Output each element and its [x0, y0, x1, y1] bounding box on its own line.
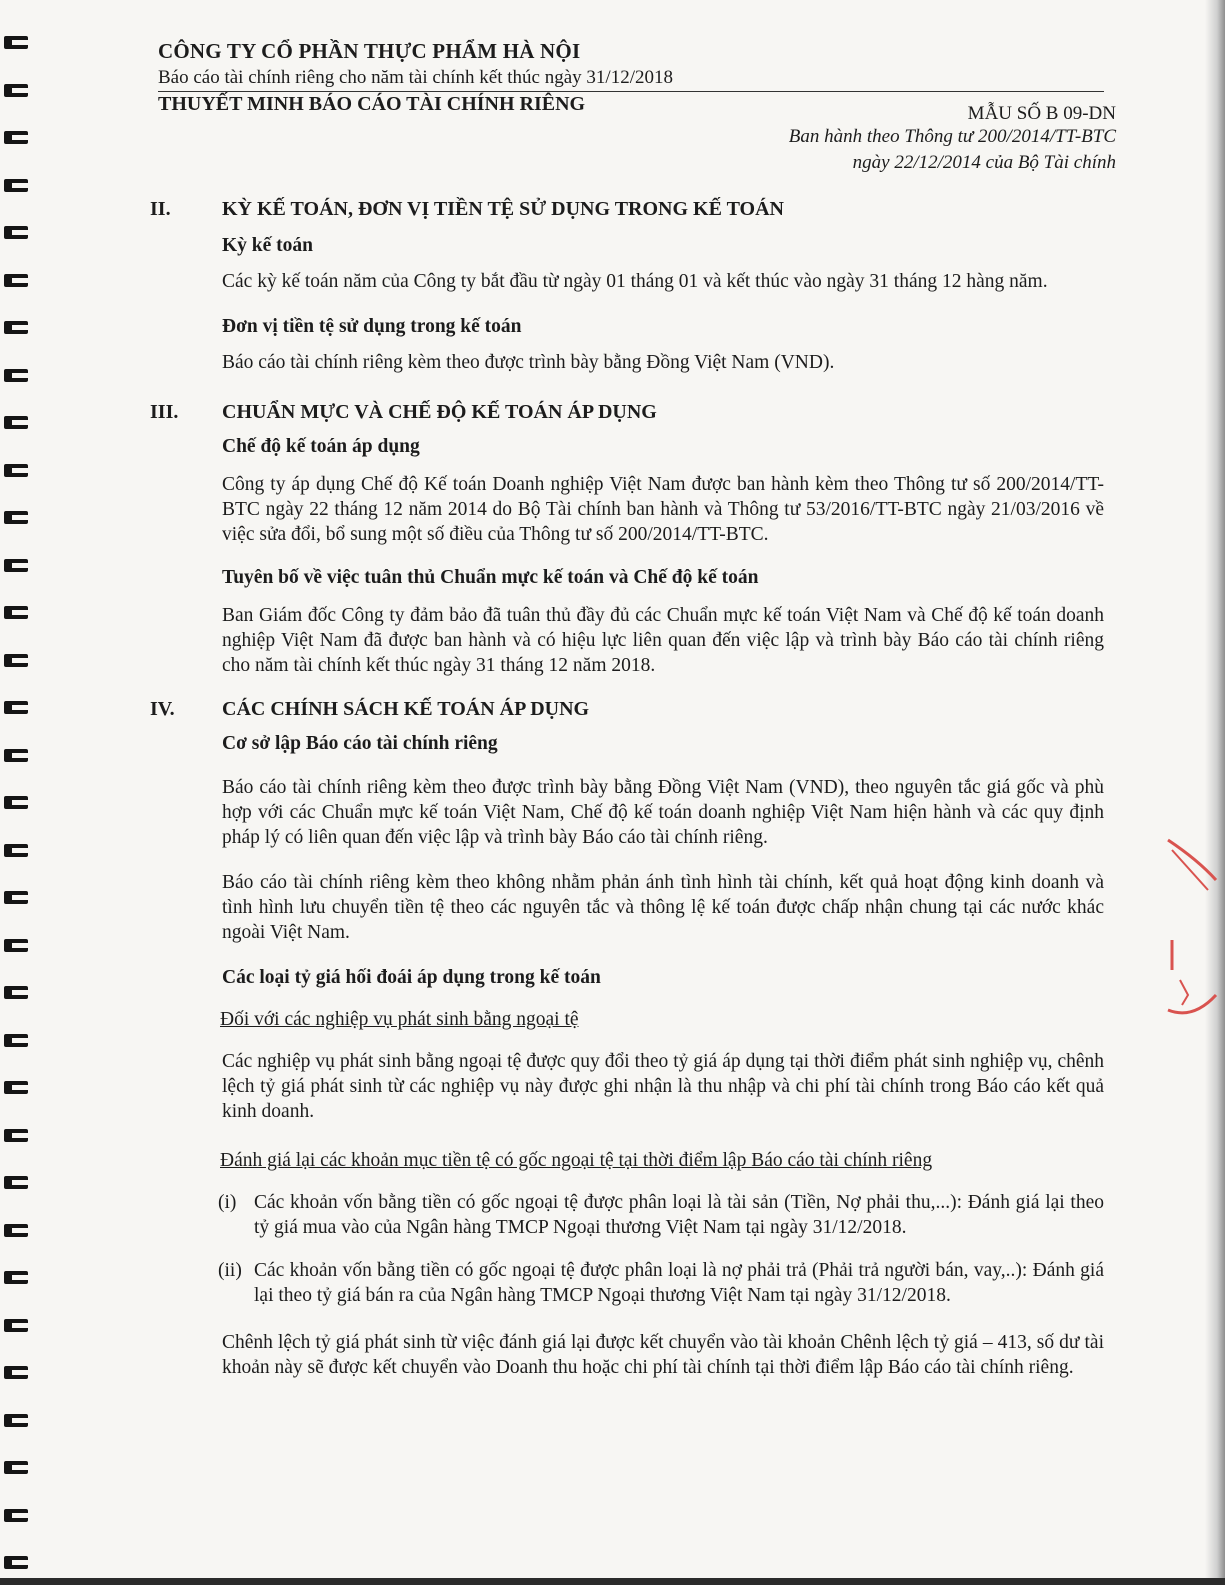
subheading-exchange-rates: Các loại tỷ giá hối đoái áp dụng trong kế toán	[222, 967, 601, 988]
section-title: CÁC CHÍNH SÁCH KẾ TOÁN ÁP DỤNG	[222, 698, 590, 720]
paragraph: Báo cáo tài chính riêng kèm theo được trình bày bằng Đồng Việt Nam (VND), theo nguyên tắc giá gốc và phù hợp với các Chuẩn mực kế toán Việt Nam, Chế độ kế toán doanh nghiệp Việt Nam hiện hành và các quy định pháp lý có liên quan đến việc lập và trình bày Báo cáo tài chính riêng.	[222, 777, 1104, 848]
document-page	[150, 38, 1116, 1380]
company-name: CÔNG TY CỔ PHẦN THỰC PHẨM HÀ NỘI	[158, 39, 581, 63]
paragraph: Báo cáo tài chính riêng kèm theo được trình bày bằng Đồng Việt Nam (VND).	[222, 352, 835, 373]
binding-ring	[4, 749, 28, 762]
subheading-accounting-regime: Chế độ kế toán áp dụng	[222, 436, 420, 457]
binding-ring	[4, 84, 28, 97]
item-text: Các khoản vốn bằng tiền có gốc ngoại tệ được phân loại là nợ phải trả (Phải trả người bán, vay,..): Đánh giá lại theo tỷ giá bán ra của Ngân hàng TMCP Ngoại thương Việt Nam tại ngày 31/12/2018.	[254, 1260, 1104, 1306]
spiral-binding	[0, 0, 36, 1585]
paragraph: Các kỳ kế toán năm của Công ty bắt đầu từ ngày 01 tháng 01 và kết thúc vào ngày 31 tháng 12 hàng năm.	[222, 271, 1048, 292]
subheading-compliance: Tuyên bố về việc tuân thủ Chuẩn mực kế toán và Chế độ kế toán	[222, 567, 759, 588]
list-item	[218, 1258, 1104, 1308]
red-stamp-fragment	[1158, 820, 1218, 1050]
binding-ring	[4, 796, 28, 809]
subheading-accounting-period: Kỳ kế toán	[222, 235, 314, 256]
binding-ring	[4, 1224, 28, 1237]
binding-ring	[4, 1034, 28, 1047]
header-row	[158, 91, 1116, 124]
binding-ring	[4, 321, 28, 334]
binding-ring	[4, 1319, 28, 1332]
section-2	[150, 198, 1104, 221]
form-code: MẪU SỐ B 09-DN	[967, 103, 1116, 124]
subheading-currency: Đơn vị tiền tệ sử dụng trong kế toán	[222, 316, 522, 337]
binding-ring	[4, 939, 28, 952]
binding-ring	[4, 606, 28, 619]
section-title: KỲ KẾ TOÁN, ĐƠN VỊ TIỀN TỆ SỬ DỤNG TRONG KẾ TOÁN	[222, 198, 784, 220]
paragraph: Báo cáo tài chính riêng kèm theo không nhằm phản ánh tình hình tài chính, kết quả hoạt động kinh doanh và tình hình lưu chuyển tiền tệ theo các nguyên tắc và thông lệ kế toán được chấp nhận chung tại các nước khác ngoài Việt Nam.	[222, 872, 1104, 943]
binding-ring	[4, 274, 28, 287]
binding-ring	[4, 1081, 28, 1094]
binding-ring	[4, 179, 28, 192]
binding-ring	[4, 1176, 28, 1189]
binding-ring	[4, 1509, 28, 1522]
binding-ring	[4, 1414, 28, 1427]
subheading-basis: Cơ sở lập Báo cáo tài chính riêng	[222, 733, 498, 754]
section-3	[150, 401, 1104, 424]
binding-ring	[4, 511, 28, 524]
section-4	[150, 698, 1104, 721]
binding-ring	[4, 1271, 28, 1284]
binding-ring	[4, 986, 28, 999]
binding-ring	[4, 1461, 28, 1474]
page-bottom-edge	[0, 1578, 1225, 1585]
paragraph: Chênh lệch tỷ giá phát sinh từ việc đánh giá lại được kết chuyển vào tài khoản Chênh lệch tỷ giá – 413, số dư tài khoản này sẽ được kết chuyển vào Doanh thu hoặc chi phí tài chính tại thời điểm lập Báo cáo tài chính riêng.	[222, 1332, 1104, 1378]
binding-ring	[4, 1129, 28, 1142]
report-period: Báo cáo tài chính riêng cho năm tài chính kết thúc ngày 31/12/2018	[158, 67, 673, 88]
section-number: III.	[150, 401, 179, 423]
underlined-heading: Đánh giá lại các khoản mục tiền tệ có gốc ngoại tệ tại thời điểm lập Báo cáo tài chính riêng	[220, 1150, 933, 1171]
underlined-heading: Đối với các nghiệp vụ phát sinh bằng ngoại tệ	[220, 1009, 579, 1030]
binding-ring	[4, 369, 28, 382]
binding-ring	[4, 416, 28, 429]
issued-by	[158, 124, 1116, 176]
issued-line-1: Ban hành theo Thông tư 200/2014/TT-BTC	[788, 126, 1116, 147]
binding-ring	[4, 891, 28, 904]
binding-ring	[4, 701, 28, 714]
paragraph: Công ty áp dụng Chế độ Kế toán Doanh nghiệp Việt Nam được ban hành kèm theo Thông tư số 200/2014/TT-BTC ngày 22 tháng 12 năm 2014 do Bộ Tài chính ban hành và Thông tư 53/2016/TT-BTC ngày 21/03/2016 về việc sửa đổi, bổ sung một số điều của Thông tư số 200/2014/TT-BTC.	[222, 474, 1104, 545]
binding-ring	[4, 559, 28, 572]
binding-ring	[4, 36, 28, 49]
binding-ring	[4, 844, 28, 857]
binding-ring	[4, 131, 28, 144]
binding-ring	[4, 464, 28, 477]
paragraph: Các nghiệp vụ phát sinh bằng ngoại tệ được quy đổi theo tỷ giá áp dụng tại thời điểm phát sinh nghiệp vụ, chênh lệch tỷ giá phát sinh từ các nghiệp vụ này được ghi nhận là thu nhập và chi phí tài chính trong Báo cáo kết quả kinh doanh.	[222, 1051, 1104, 1122]
binding-ring	[4, 654, 28, 667]
section-number: IV.	[150, 698, 175, 720]
list-item	[218, 1190, 1104, 1240]
item-label: (ii)	[218, 1260, 242, 1281]
section-number: II.	[150, 198, 171, 220]
binding-ring	[4, 1556, 28, 1569]
binding-ring	[4, 1366, 28, 1379]
binding-ring	[4, 226, 28, 239]
section-title: CHUẨN MỰC VÀ CHẾ ĐỘ KẾ TOÁN ÁP DỤNG	[222, 401, 657, 423]
item-label: (i)	[218, 1192, 237, 1213]
paragraph: Ban Giám đốc Công ty đảm bảo đã tuân thủ đầy đủ các Chuẩn mực kế toán Việt Nam và Chế độ kế toán doanh nghiệp Việt Nam đã được ban hành và có hiệu lực liên quan đến việc lập và trình bày Báo cáo tài chính riêng cho năm tài chính kết thúc ngày 31 tháng 12 năm 2018.	[222, 605, 1104, 676]
item-text: Các khoản vốn bằng tiền có gốc ngoại tệ được phân loại là tài sản (Tiền, Nợ phải thu,...): Đánh giá lại theo tỷ giá mua vào của Ngân hàng TMCP Ngoại thương Việt Nam tại ngày 31/12/2018.	[254, 1192, 1104, 1238]
notes-title: THUYẾT MINH BÁO CÁO TÀI CHÍNH RIÊNG	[158, 93, 586, 115]
page-edge-shadow	[1205, 0, 1225, 1585]
issued-line-2: ngày 22/12/2014 của Bộ Tài chính	[852, 152, 1116, 173]
